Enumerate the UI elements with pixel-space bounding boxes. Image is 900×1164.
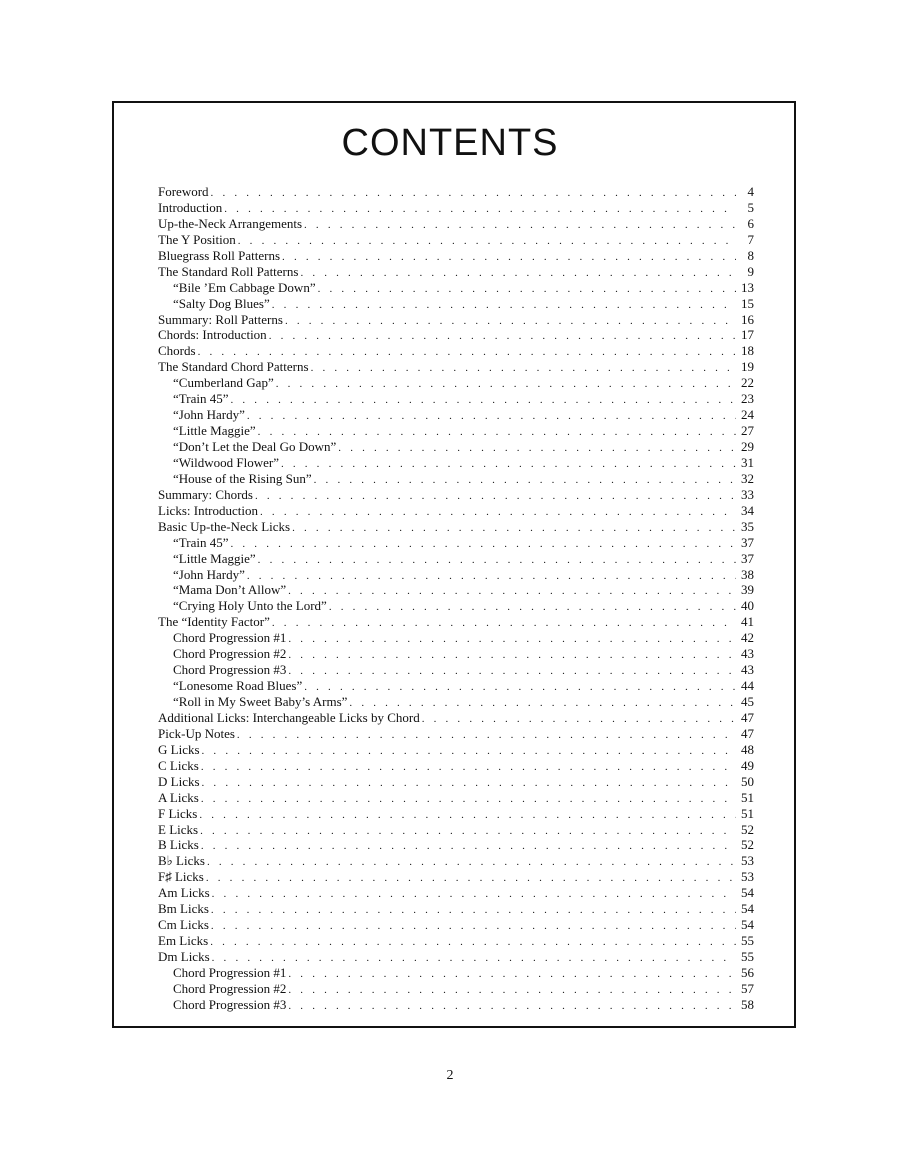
toc-entry-page: 38 — [741, 566, 754, 582]
toc-entry-label: “Salty Dog Blues” — [173, 295, 270, 311]
toc-entry-label: Basic Up-the-Neck Licks — [158, 518, 291, 534]
toc-entry[interactable] — [158, 519, 754, 535]
toc-entry[interactable] — [158, 184, 754, 200]
dot-leader — [255, 489, 736, 503]
toc-entry-label: Up-the-Neck Arrangements — [158, 215, 303, 231]
dot-leader — [211, 919, 736, 933]
toc-entry[interactable] — [158, 471, 754, 487]
toc-entry-page: 57 — [741, 980, 754, 996]
toc-entry[interactable] — [158, 885, 754, 901]
toc-entry-label: B Licks — [158, 837, 199, 853]
toc-entry-label: Chord Progression #3 — [173, 662, 287, 678]
toc-entry[interactable] — [158, 582, 754, 598]
toc-entry[interactable] — [158, 551, 754, 567]
toc-entry-label: “Roll in My Sweet Baby’s Arms” — [173, 694, 348, 709]
toc-entry-label: Am Licks — [158, 885, 210, 901]
toc-entry[interactable] — [158, 758, 754, 774]
toc-entry-page: 52 — [741, 821, 754, 837]
toc-entry-page: 51 — [741, 805, 754, 821]
dot-leader — [288, 983, 736, 997]
toc-entry-page: 31 — [741, 454, 754, 470]
toc-entry[interactable] — [158, 774, 754, 790]
dot-leader — [258, 425, 736, 439]
toc-entry-label: Introduction — [158, 199, 223, 215]
toc-entry-label: “Crying Holy Unto the Lord” — [173, 598, 327, 614]
toc-entry-page: 15 — [741, 295, 754, 311]
toc-entry[interactable] — [158, 503, 754, 519]
toc-entry-page: 19 — [741, 359, 754, 375]
dot-leader — [237, 728, 736, 742]
toc-entry-page: 55 — [741, 933, 754, 949]
toc-entry-label: Additional Licks: Interchangeable Licks by Chord — [158, 709, 420, 725]
toc-entry-label: “John Hardy” — [173, 407, 245, 423]
toc-entry[interactable] — [158, 359, 754, 375]
toc-entry-label: Summary: Chords — [158, 486, 253, 502]
page-title: CONTENTS — [341, 122, 559, 164]
toc-entry-label: The Standard Chord Patterns — [158, 359, 309, 375]
toc-entry-page: 43 — [741, 662, 754, 678]
dot-leader — [247, 409, 736, 423]
dot-leader — [211, 903, 736, 917]
dot-leader — [212, 887, 736, 901]
toc-entry-label: Bm Licks — [158, 901, 209, 917]
dot-leader — [314, 473, 736, 487]
dot-leader — [247, 569, 736, 583]
toc-entry[interactable] — [158, 965, 754, 981]
toc-entry-label: Pick-Up Notes — [158, 725, 235, 741]
dot-leader — [260, 505, 736, 519]
toc-entry[interactable] — [158, 917, 754, 933]
toc-entry-label: “Wildwood Flower” — [173, 454, 279, 470]
toc-entry-page: 45 — [741, 694, 754, 709]
dot-leader — [202, 744, 736, 758]
dot-leader — [200, 824, 736, 838]
dot-leader — [276, 377, 736, 391]
dot-leader — [311, 361, 736, 375]
dot-leader — [272, 298, 736, 312]
toc-entry-page: 50 — [741, 773, 754, 789]
toc-entry-label: The Y Position — [158, 231, 236, 247]
toc-entry-page: 24 — [741, 407, 754, 423]
dot-leader — [238, 234, 736, 248]
dot-leader — [292, 521, 736, 535]
toc-entry-label: Chords: Introduction — [158, 327, 267, 343]
toc-entry-label: Cm Licks — [158, 917, 209, 933]
toc-entry-page: 9 — [747, 263, 754, 279]
toc-entry-label: G Licks — [158, 741, 200, 757]
toc-entry-label: “Little Maggie” — [173, 550, 256, 566]
toc-entry[interactable] — [158, 949, 754, 965]
dot-leader — [288, 648, 736, 662]
toc-entry-page: 6 — [747, 215, 754, 231]
toc-entry-page: 37 — [741, 534, 754, 550]
toc-entry-page: 22 — [741, 375, 754, 391]
toc-entry-label: The Standard Roll Patterns — [158, 263, 299, 279]
toc-entry-label: B♭ Licks — [158, 853, 205, 869]
toc-entry[interactable] — [158, 391, 754, 407]
dot-leader — [288, 999, 736, 1013]
dot-leader — [199, 808, 736, 822]
dot-leader — [258, 553, 736, 567]
toc-entry-page: 52 — [741, 837, 754, 853]
toc-entry-label: Chord Progression #2 — [173, 980, 287, 996]
toc-entry[interactable] — [158, 343, 754, 359]
toc-entry-page: 8 — [747, 247, 754, 263]
dot-leader — [206, 871, 736, 885]
toc-entry[interactable] — [158, 662, 754, 678]
toc-entry[interactable] — [158, 598, 754, 614]
dot-leader — [269, 329, 736, 343]
toc-entry-page: 5 — [747, 199, 754, 215]
toc-entry-label: “John Hardy” — [173, 566, 245, 582]
page-number: 2 — [446, 1068, 454, 1083]
toc-entry[interactable] — [158, 280, 754, 296]
toc-entry[interactable] — [158, 327, 754, 343]
toc-entry-label: “Train 45” — [173, 391, 229, 407]
toc-entry-label: “Train 45” — [173, 534, 229, 550]
dot-leader — [304, 218, 736, 232]
dot-leader — [329, 600, 736, 614]
dot-leader — [338, 441, 736, 455]
toc-entry[interactable] — [158, 837, 754, 853]
dot-leader — [272, 616, 736, 630]
toc-entry-page: 29 — [741, 439, 754, 454]
toc-entry-label: F Licks — [158, 805, 198, 821]
dot-leader — [231, 393, 737, 407]
toc-entry-page: 58 — [741, 996, 754, 1012]
toc-entry-page: 23 — [741, 391, 754, 407]
toc-entry-label: “Bile ’Em Cabbage Down” — [173, 279, 316, 295]
toc-entry[interactable] — [158, 726, 754, 742]
toc-entry-label: F♯ Licks — [158, 869, 204, 885]
toc-entry-page: 41 — [741, 614, 754, 630]
toc-entry[interactable] — [158, 933, 754, 949]
toc-entry[interactable] — [158, 790, 754, 806]
toc-entry-page: 18 — [741, 343, 754, 359]
toc-entry[interactable] — [158, 312, 754, 328]
dot-leader — [422, 712, 736, 726]
toc-entry[interactable] — [158, 248, 754, 264]
toc-entry-page: 47 — [741, 725, 754, 741]
toc-entry[interactable] — [158, 439, 754, 455]
toc-entry[interactable] — [158, 853, 754, 869]
toc-entry-page: 40 — [741, 598, 754, 614]
toc-entry-label: “House of the Rising Sun” — [173, 470, 312, 486]
toc-entry[interactable] — [158, 742, 754, 758]
toc-entry-label: Chord Progression #1 — [173, 630, 287, 646]
toc-entry-page: 44 — [741, 678, 754, 694]
toc-entry-page: 54 — [741, 917, 754, 933]
toc-entry[interactable] — [158, 567, 754, 583]
toc-entry-page: 35 — [741, 518, 754, 534]
toc-entry[interactable] — [158, 646, 754, 662]
toc-entry-page: 53 — [741, 869, 754, 885]
toc-entry-label: “Lonesome Road Blues” — [173, 678, 303, 694]
toc-entry[interactable] — [158, 487, 754, 503]
toc-entry[interactable] — [158, 535, 754, 551]
dot-leader — [282, 250, 736, 264]
table-of-contents — [158, 184, 754, 1013]
toc-entry-page: 54 — [741, 901, 754, 917]
toc-entry[interactable] — [158, 981, 754, 997]
dot-leader — [212, 951, 736, 965]
toc-entry-page: 43 — [741, 646, 754, 662]
dot-leader — [285, 314, 736, 328]
dot-leader — [318, 282, 736, 296]
toc-entry[interactable] — [158, 200, 754, 216]
toc-entry-page: 32 — [741, 470, 754, 486]
toc-entry[interactable] — [158, 423, 754, 439]
dot-leader — [207, 855, 736, 869]
dot-leader — [288, 664, 736, 678]
toc-entry[interactable] — [158, 869, 754, 885]
toc-entry-page: 37 — [741, 550, 754, 566]
toc-entry[interactable] — [158, 296, 754, 312]
dot-leader — [288, 584, 736, 598]
toc-entry-page: 33 — [741, 486, 754, 502]
toc-entry-label: Chord Progression #1 — [173, 964, 287, 980]
toc-entry-label: Chord Progression #2 — [173, 646, 287, 662]
dot-leader — [224, 202, 736, 216]
dot-leader — [201, 839, 736, 853]
toc-entry-label: “Little Maggie” — [173, 423, 256, 439]
toc-entry-label: Em Licks — [158, 933, 209, 949]
toc-entry-label: Bluegrass Roll Patterns — [158, 247, 281, 263]
toc-entry-page: 16 — [741, 311, 754, 327]
toc-entry-label: D Licks — [158, 773, 200, 789]
toc-entry-page: 27 — [741, 423, 754, 439]
toc-entry-label: “Mama Don’t Allow” — [173, 582, 287, 598]
toc-entry-page: 13 — [741, 279, 754, 295]
dot-leader — [202, 776, 736, 790]
toc-entry-page: 47 — [741, 709, 754, 725]
toc-entry[interactable] — [158, 694, 754, 710]
toc-entry-label: “Cumberland Gap” — [173, 375, 274, 391]
toc-entry-label: “Don’t Let the Deal Go Down” — [173, 439, 337, 454]
toc-entry-page: 55 — [741, 949, 754, 964]
toc-entry[interactable] — [158, 630, 754, 646]
toc-entry-page: 49 — [741, 757, 754, 773]
dot-leader — [288, 632, 736, 646]
toc-entry-page: 4 — [747, 184, 754, 199]
toc-entry[interactable] — [158, 710, 754, 726]
toc-entry-page: 48 — [741, 741, 754, 757]
toc-entry[interactable] — [158, 375, 754, 391]
toc-entry-page: 7 — [747, 231, 754, 247]
toc-entry[interactable] — [158, 216, 754, 232]
toc-entry[interactable] — [158, 407, 754, 423]
toc-entry-page: 53 — [741, 853, 754, 869]
toc-entry-page: 56 — [741, 964, 754, 980]
toc-entry[interactable] — [158, 822, 754, 838]
toc-entry-label: Foreword — [158, 184, 209, 199]
dot-leader — [231, 537, 737, 551]
dot-leader — [300, 266, 736, 280]
toc-entry-label: Chords — [158, 343, 196, 359]
dot-leader — [281, 457, 736, 471]
toc-entry-page: 34 — [741, 502, 754, 518]
toc-entry[interactable] — [158, 678, 754, 694]
dot-leader — [201, 760, 736, 774]
toc-entry-page: 51 — [741, 789, 754, 805]
toc-entry-label: Summary: Roll Patterns — [158, 311, 283, 327]
dot-leader — [201, 792, 736, 806]
dot-leader — [210, 935, 736, 949]
toc-entry-label: Chord Progression #3 — [173, 996, 287, 1012]
dot-leader — [288, 967, 736, 981]
toc-entry[interactable] — [158, 232, 754, 248]
toc-entry[interactable] — [158, 901, 754, 917]
toc-entry[interactable] — [158, 806, 754, 822]
dot-leader — [211, 186, 736, 200]
toc-entry[interactable] — [158, 455, 754, 471]
toc-entry-page: 42 — [741, 630, 754, 646]
dot-leader — [304, 680, 736, 694]
toc-entry-page: 54 — [741, 885, 754, 901]
toc-entry-page: 17 — [741, 327, 754, 343]
toc-entry-page: 39 — [741, 582, 754, 598]
toc-entry[interactable] — [158, 997, 754, 1013]
toc-entry[interactable] — [158, 264, 754, 280]
toc-entry-label: E Licks — [158, 821, 199, 837]
toc-entry-label: A Licks — [158, 789, 199, 805]
toc-entry[interactable] — [158, 614, 754, 630]
toc-entry-label: Licks: Introduction — [158, 502, 259, 518]
dot-leader — [349, 696, 736, 710]
toc-entry-label: The “Identity Factor” — [158, 614, 270, 630]
dot-leader — [198, 345, 736, 359]
toc-entry-label: Dm Licks — [158, 949, 210, 964]
toc-entry-label: C Licks — [158, 757, 199, 773]
